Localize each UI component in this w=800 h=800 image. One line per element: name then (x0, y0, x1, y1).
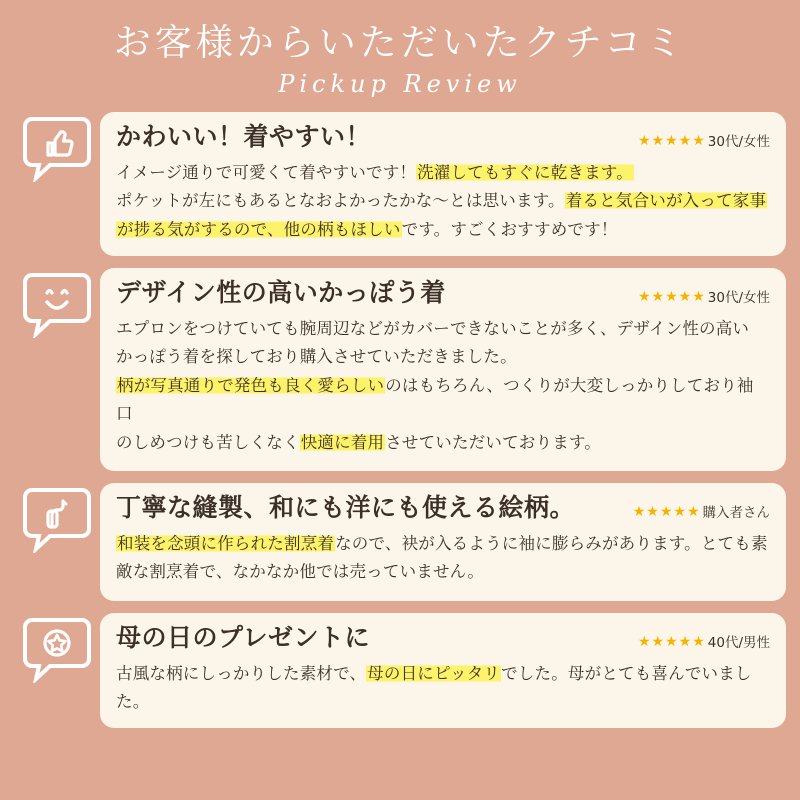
review-card-header (116, 278, 770, 308)
review-card (100, 613, 786, 729)
review-text: かっぽう着を探しており購入させていただきました。 (116, 347, 517, 367)
review-item (14, 112, 786, 256)
review-item (14, 483, 786, 601)
review-icon-wrap (14, 613, 100, 683)
review-text: イメージ通りで可愛くて着やすいです！ (116, 162, 417, 182)
rating-stars: ★★★★★ (638, 288, 706, 305)
page-header (0, 0, 800, 98)
rating-stars: ★★★★★ (638, 632, 706, 649)
review-meta (638, 130, 770, 150)
review-line (116, 216, 770, 244)
review-line (116, 315, 770, 343)
review-text-highlight: 快適に着用 (300, 432, 385, 452)
smiling-face-speech-bubble-icon (22, 272, 92, 338)
review-body (116, 315, 770, 457)
review-line (116, 343, 770, 371)
review-title: かわいい！着やすい！ (116, 121, 372, 151)
review-text-highlight: 洗濯してもすぐに乾きます。 (417, 162, 633, 182)
review-card-header (116, 623, 770, 653)
review-card (100, 268, 786, 471)
reviewer-info: 30代/女性 (707, 133, 770, 150)
review-line (116, 660, 770, 717)
review-icon-wrap (14, 483, 100, 553)
review-line (116, 558, 770, 586)
review-body (116, 159, 770, 244)
review-line (116, 530, 770, 558)
review-text: 敵な割烹着で、なかなか他では売っていません。 (116, 562, 485, 582)
review-card-header (116, 122, 770, 152)
page-subtitle: Pickup Review (278, 69, 522, 98)
review-text: ポケットが左にもあるとなおよかったかな〜とは思います。 (116, 191, 565, 211)
review-body (116, 530, 770, 587)
review-text-highlight: 和装を念頭に作られた割烹着 (117, 533, 335, 553)
page-title: お客様からいただいたクチコミ (113, 21, 687, 64)
review-text: でした。母がとても喜んでいました。 (116, 663, 752, 712)
review-card (100, 483, 786, 601)
review-meta (638, 286, 770, 306)
review-title: 丁寧な縫製、和にも洋にも使える絵柄。 (116, 492, 576, 522)
review-body (116, 660, 770, 717)
review-text-highlight: 母の日にピッタリ (367, 663, 501, 683)
review-line (116, 159, 770, 187)
review-text: のはもちろん、つくりが大変しっかりしており袖口 (116, 375, 754, 424)
review-item (14, 613, 786, 729)
review-line (116, 429, 770, 457)
review-line (116, 372, 770, 429)
review-text: なので、袂が入るように袖に膨らみがあります。とても素 (335, 533, 768, 553)
reviewer-info: 購入者さん (702, 504, 770, 521)
review-text: のしめつけも苦しくなく (116, 432, 300, 452)
review-meta (633, 501, 770, 521)
rating-stars: ★★★★★ (638, 131, 706, 148)
review-text: 古風な柄にしっかりした素材で、 (116, 663, 367, 683)
review-item (14, 268, 786, 471)
review-title: デザイン性の高いかっぽう着 (116, 278, 446, 308)
sewing-hand-speech-bubble-icon (22, 487, 92, 553)
review-icon-wrap (14, 268, 100, 338)
reviewer-info: 30代/女性 (707, 290, 770, 307)
review-text-highlight: が捗る気がするので、他の柄もほしい (117, 219, 401, 239)
review-list (0, 112, 800, 729)
review-meta (638, 631, 770, 651)
review-text: させていただいております。 (385, 432, 601, 452)
star-badge-speech-bubble-icon (22, 617, 92, 683)
thumbs-up-speech-bubble-icon (22, 116, 92, 182)
review-card (100, 112, 786, 256)
review-line (116, 187, 770, 215)
review-text-highlight: 柄が写真通りで発色も良く愛らしい (117, 375, 385, 395)
review-text: エプロンをつけていても腕周辺などがカバーできないことが多く、デザイン性の高い (116, 319, 750, 339)
rating-stars: ★★★★★ (632, 502, 701, 519)
review-card-header (116, 493, 770, 523)
reviewer-info: 40代/男性 (707, 634, 770, 651)
review-text: です。すごくおすすめです！ (401, 219, 618, 239)
review-icon-wrap (14, 112, 100, 182)
review-text-highlight: 着ると気合いが入って家事 (565, 191, 767, 211)
review-title: 母の日のプレゼントに (116, 622, 371, 652)
